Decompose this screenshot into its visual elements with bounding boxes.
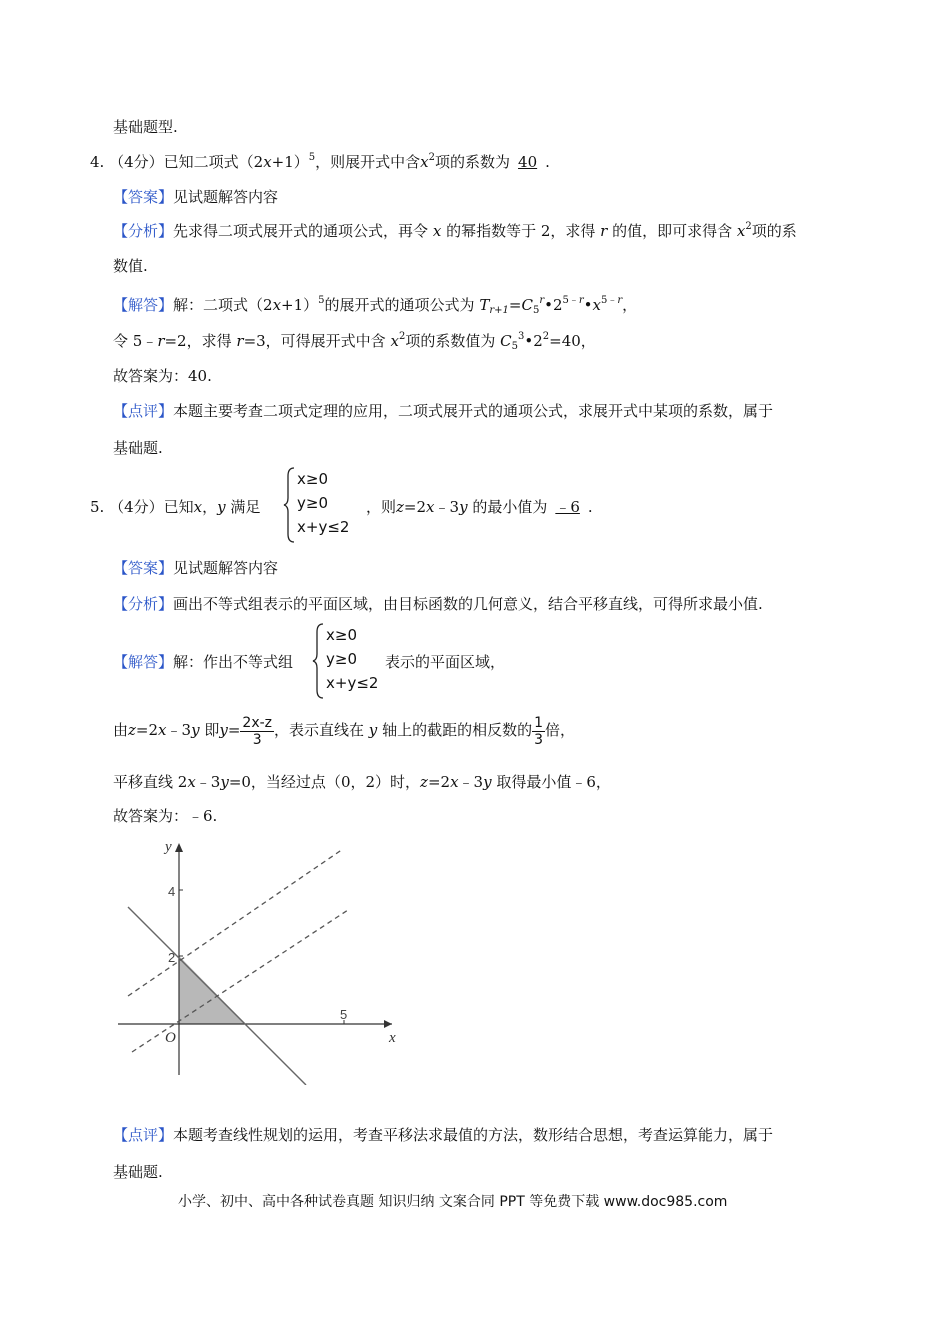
left-brace <box>312 622 326 700</box>
answer-tag: 【答案】 <box>113 188 174 206</box>
tick-label-y2: 2 <box>168 950 176 965</box>
q5-solution-line2: 由z=2x﹣3y 即y= $\frac{2x-z}{3}$ ，表示直线在 y 轴上的截距的相反数的 $\frac{1}{3}$ 倍， <box>113 714 576 748</box>
inequality-system-solution: x≥0 y≥0 x+y≤2 <box>326 626 379 692</box>
prev-question-tail: 基础题型. <box>113 118 178 136</box>
q4-analysis: 【分析】先求得二项式展开式的通项公式，再令 x 的幂指数等于 2，求得 r 的值，即可求得含 $x^2$项的系 <box>113 221 797 240</box>
origin-label: O <box>165 1030 176 1046</box>
question-number: 4. <box>90 153 105 171</box>
fraction-one-third: $\frac{1}{3}$ <box>534 714 543 748</box>
q5-answer: 【答案】见试题解答内容 <box>113 559 279 577</box>
question-score: （4分） <box>109 153 164 171</box>
q4-comment: 【点评】本题主要考查二项式定理的应用，二项式展开式的通项公式，求展开式中某项的系数，属于 <box>113 402 774 420</box>
answer-tag: 【答案】 <box>113 559 174 577</box>
solution-tag: 【解答】 <box>113 653 174 671</box>
inequality-2: y≥0 <box>297 494 328 512</box>
q5-comment-cont: 基础题. <box>113 1163 163 1181</box>
q4-solution: 【解答】解：二项式$(2x+1)^5$的展开式的通项公式为 $T_{r+1}=C_5^r•2^{5﹣r}•x^{5﹣r}$， <box>113 295 638 316</box>
q4-analysis-cont: 数值. <box>113 257 148 275</box>
tick-label-x5: 5 <box>340 1007 348 1022</box>
feasible-region <box>179 956 246 1024</box>
answer-blank: ﹣6 <box>555 498 580 516</box>
feasible-region-graph <box>110 835 410 1085</box>
question-number: 5. <box>90 498 105 516</box>
q4-final-answer: 故答案为：40. <box>113 367 212 385</box>
comment-tag: 【点评】 <box>113 402 174 420</box>
q5-final-answer: 故答案为：﹣6. <box>113 807 218 825</box>
x-axis-label: x <box>389 1030 396 1046</box>
page-footer: 小学、初中、高中各种试卷真题 知识归纳 文案合同 PPT 等免费下载 www.doc985.com <box>178 1194 728 1210</box>
analysis-tag: 【分析】 <box>113 222 174 240</box>
x-axis-arrow <box>384 1020 392 1028</box>
answer-blank: 40 <box>518 153 538 171</box>
y-axis-arrow <box>175 843 183 852</box>
left-brace <box>283 466 297 544</box>
q5-analysis: 【分析】画出不等式组表示的平面区域，由目标函数的几何意义，结合平移直线，可得所求最小值. <box>113 595 763 613</box>
analysis-tag: 【分析】 <box>113 595 174 613</box>
question-5-stem-right: ，则z=2x﹣3y 的最小值为 ﹣6 . <box>366 498 593 516</box>
objective-line-upper <box>128 849 343 996</box>
q4-solution-line2: 令 5﹣r=2，求得 r=3，可得展开式中含 $x^2$项的系数值为 $C_5^3•2^2=40$， <box>113 331 596 352</box>
q5-comment: 【点评】本题考查线性规划的运用，考查平移法求最值的方法，数形结合思想，考查运算能力，属于 <box>113 1126 774 1144</box>
inequality-system <box>297 467 349 539</box>
comment-tag: 【点评】 <box>113 1126 174 1144</box>
q4-comment-cont: 基础题. <box>113 439 163 457</box>
solution-tag: 【解答】 <box>113 296 174 314</box>
q5-solution: 【解答】解：作出不等式组 <box>113 653 294 671</box>
q5-solution-line3: 平移直线 2x﹣3y=0，当经过点（0，2）时，z=2x﹣3y 取得最小值﹣6， <box>113 773 611 791</box>
inequality-1: x≥0 <box>297 470 328 488</box>
q4-answer: 【答案】见试题解答内容 <box>113 188 279 206</box>
inequality-3: x+y≤2 <box>297 518 350 536</box>
question-4-stem: 4. （4分）已知二项式$(2x+1)^5$，则展开式中含$x^2$项的系数为 40 . <box>90 152 550 171</box>
y-axis-label: y <box>165 839 172 855</box>
tick-label-y4: 4 <box>168 884 176 899</box>
fraction-expression: $\frac{2x-z}{3}$ <box>242 714 272 748</box>
question-score: （4分） <box>109 498 164 516</box>
question-5-stem-left: 5. （4分）已知x，y 满足 <box>90 498 261 516</box>
q5-solution-cont: 表示的平面区域， <box>385 653 506 671</box>
